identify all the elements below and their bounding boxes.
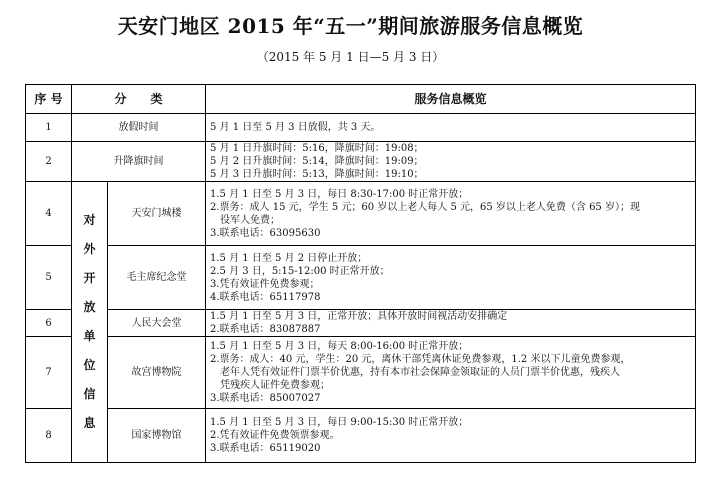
- row-category: 放假时间: [72, 114, 206, 142]
- table-row: [26, 142, 696, 182]
- row-info: [206, 142, 696, 182]
- group-label-char: 放: [83, 300, 96, 314]
- table-row: [26, 337, 696, 409]
- info-line: 役军人免费；: [210, 214, 281, 226]
- info-line: 2.5 月 3 日，5:15-12:00 时正常开放；: [210, 265, 390, 277]
- row-index: 2: [26, 142, 72, 182]
- table-row: [26, 409, 696, 463]
- info-line: 1.5 月 1 日至 5 月 3 日，正常开放；具体开放时间视活动安排确定: [210, 311, 508, 322]
- info-line: 5 月 1 日升旗时间：5:16，降旗时间：19:08；: [210, 143, 424, 154]
- row-category: 国家博物馆: [108, 409, 206, 463]
- info-line: 1.5 月 1 日至 5 月 2 日停止开放；: [210, 252, 368, 264]
- row-index: 4: [26, 182, 72, 246]
- group-label-char: 外: [83, 242, 96, 256]
- info-table: [25, 84, 696, 463]
- page-title: 天安门地区 2015 年“五一”期间旅游服务信息概览: [117, 14, 584, 38]
- row-category: 天安门城楼: [108, 182, 206, 246]
- group-label-char: 对: [83, 213, 96, 227]
- table-row: [26, 310, 696, 337]
- row-info: [206, 337, 696, 409]
- table-header-row: [26, 85, 696, 114]
- info-line: 1.5 月 1 日至 5 月 3 日，每日 8:30-17:00 时正常开放；: [210, 188, 469, 200]
- group-label-char: 位: [83, 358, 96, 372]
- row-category: 升降旗时间: [72, 142, 206, 182]
- info-line: 2.凭有效证件免费领票参观。: [210, 430, 340, 441]
- table-row: [26, 182, 696, 246]
- info-line: 3.凭有效证件免费参观；: [210, 278, 320, 290]
- row-info: [206, 182, 696, 246]
- row-category: 毛主席纪念堂: [108, 246, 206, 310]
- info-line: 老年人凭有效证件门票半价优惠，持有本市社会保障金领取证的人员门票半价优惠，残疾人: [210, 367, 621, 378]
- row-info: [206, 409, 696, 463]
- row-index: 5: [26, 246, 72, 310]
- table-row: [26, 114, 696, 142]
- info-line: 2.票务：成人 15 元，学生 5 元；60 岁以上老人每人 5 元，65 岁以上老人免费（含 65 岁）；现: [210, 201, 640, 213]
- row-category: 故宫博物院: [108, 337, 206, 409]
- info-line: 4.联系电话：65117978: [210, 291, 321, 303]
- info-line: 5 月 3 日升旗时间：5:13，降旗时间：19:10；: [210, 169, 424, 180]
- info-line: 3.联系电话：63095630: [210, 227, 321, 239]
- header-seq: 序 号: [26, 85, 72, 114]
- row-index: 1: [26, 114, 72, 142]
- group-label-char: 信: [83, 387, 96, 401]
- header-category: 分 类: [72, 85, 206, 114]
- group-label-char: 息: [83, 416, 96, 430]
- group-label: [72, 182, 108, 463]
- info-line: 1.5 月 1 日至 5 月 3 日，每天 8:00-16:00 时正常开放；: [210, 341, 469, 352]
- header-info: 服务信息概览: [206, 85, 696, 114]
- row-index: 6: [26, 310, 72, 337]
- row-info: [206, 310, 696, 337]
- info-line: 3.联系电话：85007027: [210, 393, 321, 404]
- row-info: [206, 246, 696, 310]
- row-index: 8: [26, 409, 72, 463]
- group-label-char: 开: [83, 271, 96, 285]
- info-line: 凭残疾人证件免费参观；: [210, 380, 331, 391]
- info-line: 2.联系电话：83087887: [210, 324, 321, 335]
- table-row: [26, 246, 696, 310]
- info-line: 1.5 月 1 日至 5 月 3 日，每日 9:00-15:30 时正常开放；: [210, 417, 469, 428]
- row-info: [206, 114, 696, 142]
- info-line: 5 月 1 日至 5 月 3 日放假，共 3 天。: [210, 122, 381, 133]
- info-line: 2.票务：成人：40 元，学生：20 元，离休干部凭离休证免费参观，1.2 米以下儿童免费参观，: [210, 354, 631, 365]
- row-category: 人民大会堂: [108, 310, 206, 337]
- group-label-char: 单: [83, 329, 96, 343]
- row-index: 7: [26, 337, 72, 409]
- info-line: 5 月 2 日升旗时间：5:14，降旗时间：19:09；: [210, 156, 424, 167]
- page-subtitle: （2015 年 5 月 1 日—5 月 3 日）: [256, 50, 445, 64]
- info-line: 3.联系电话：65119020: [210, 443, 321, 454]
